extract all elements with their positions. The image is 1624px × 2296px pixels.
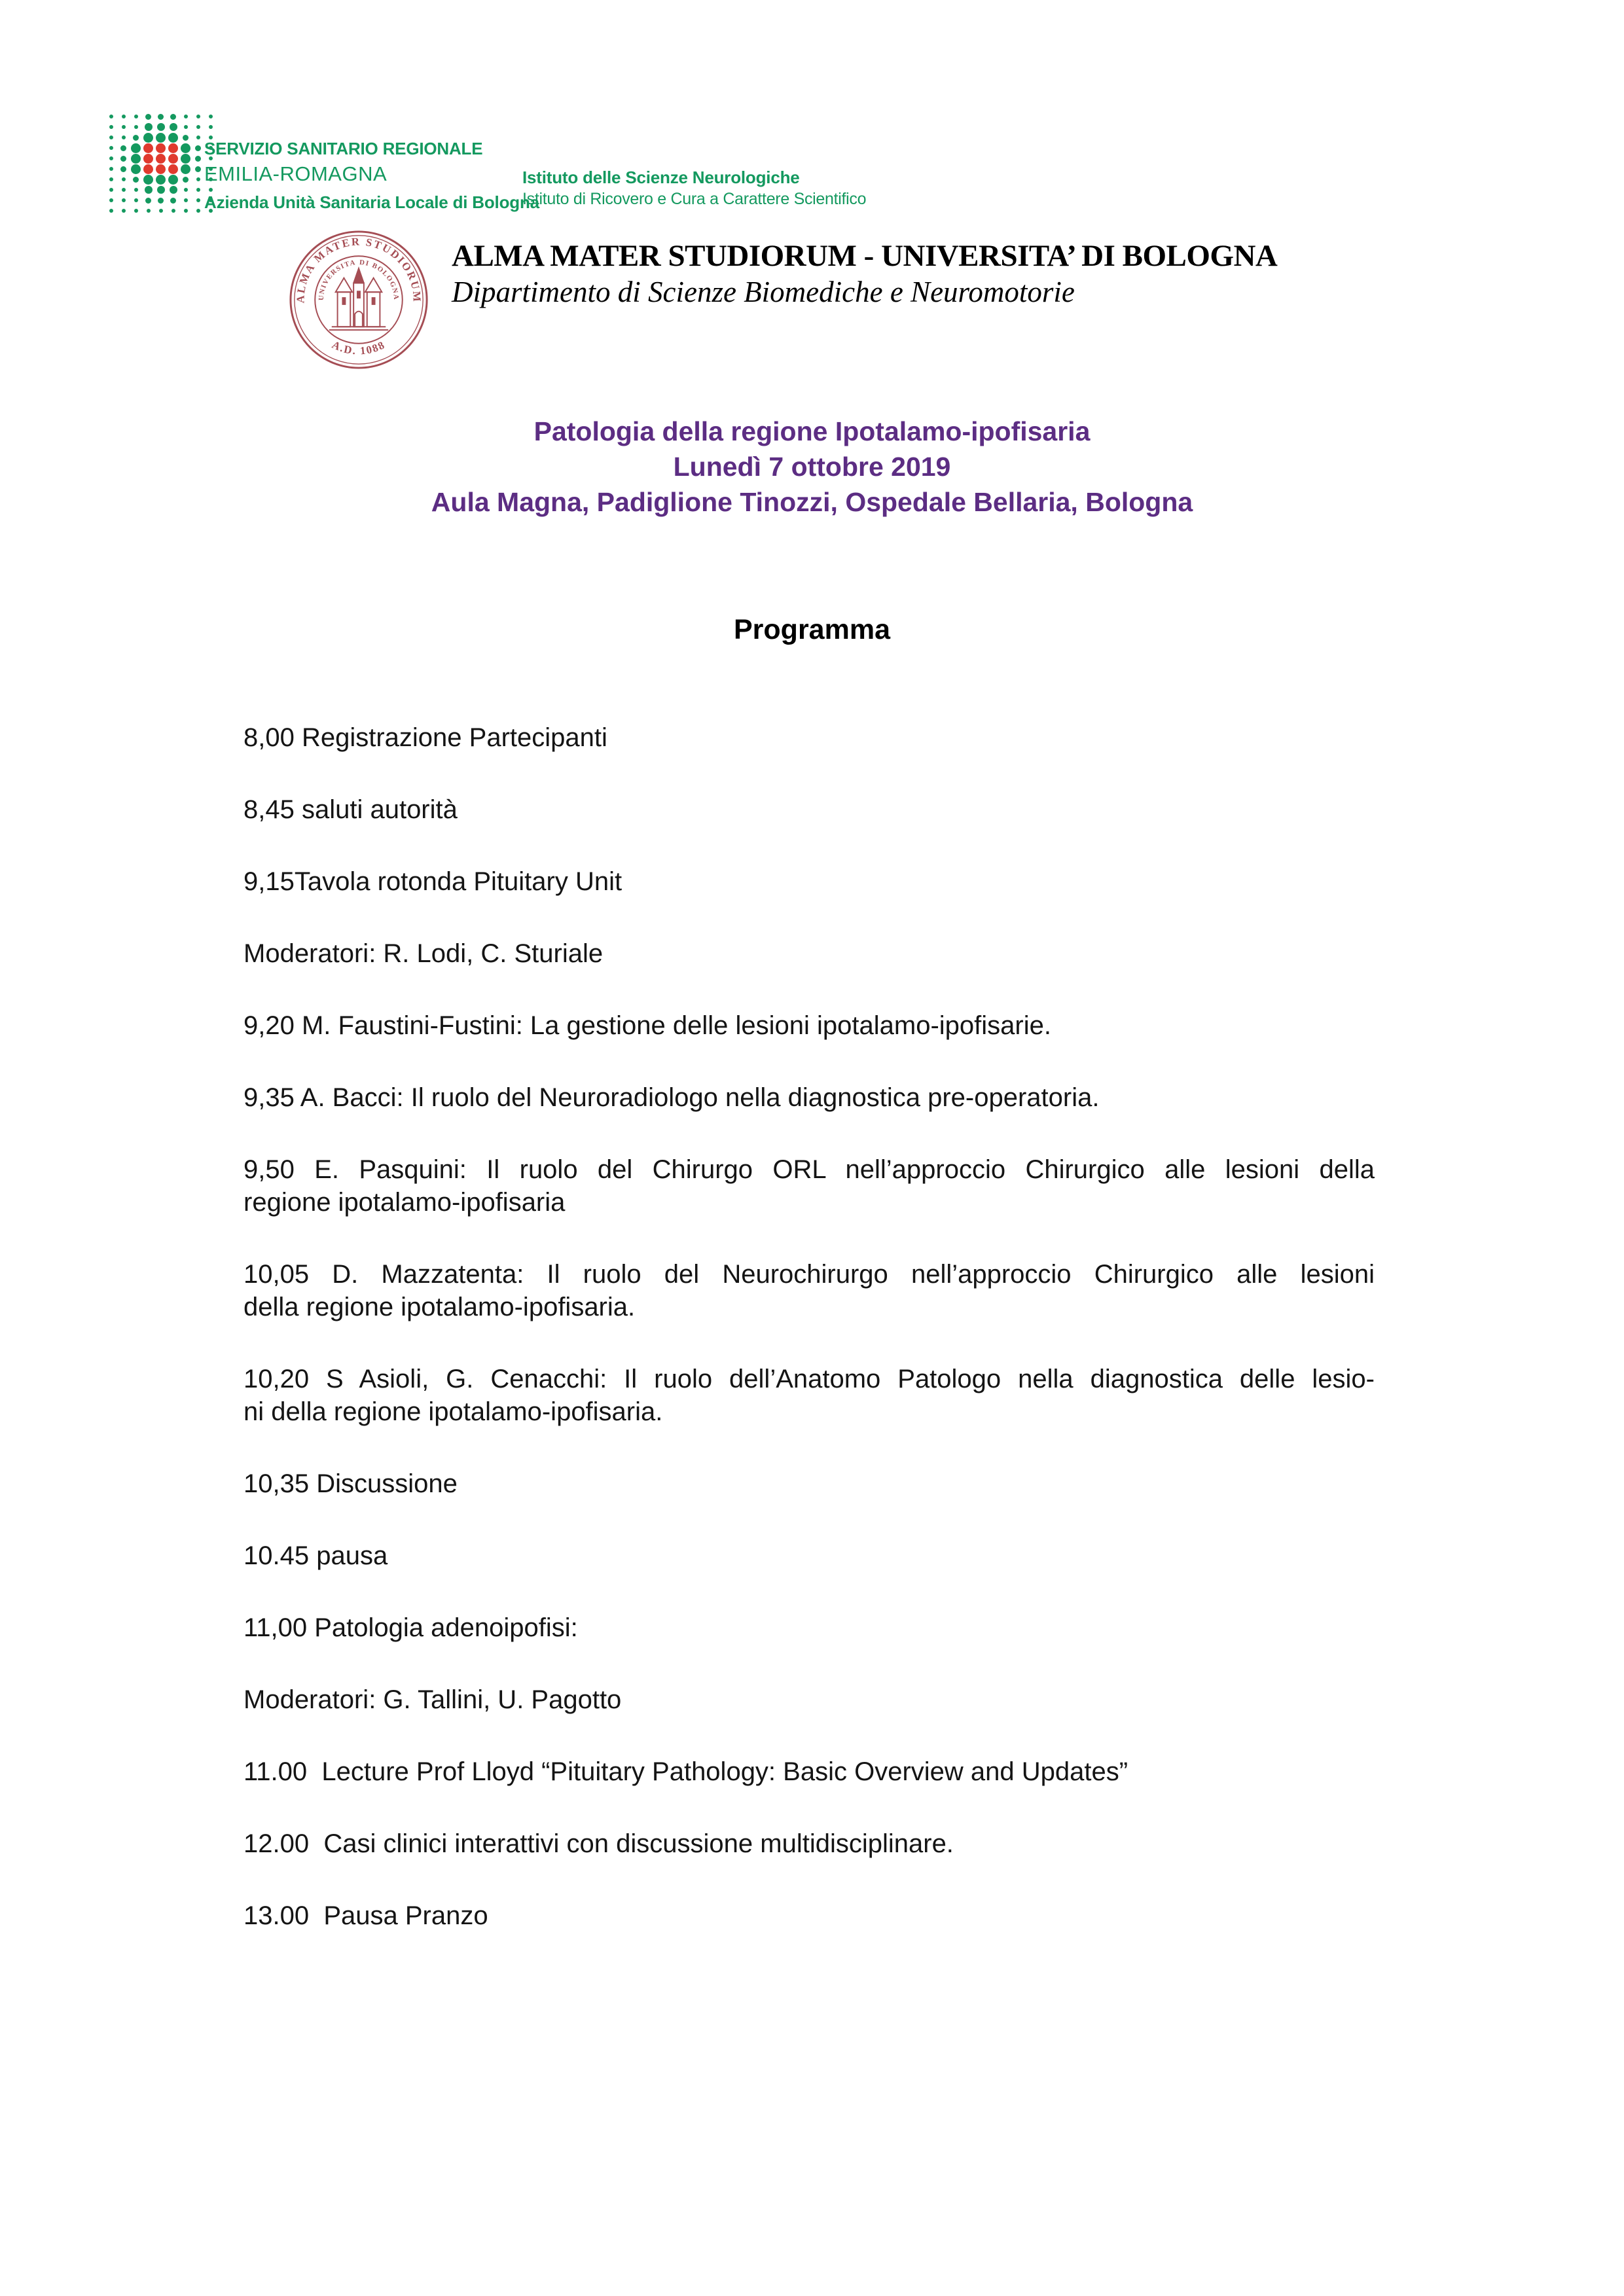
ssr-logo-dot [142,132,154,143]
program-item-line: 11.00 Lecture Prof Lloyd “Pituitary Pathology: Basic Overview and Updates” [244,1757,1128,1786]
ssr-logo-dot [130,195,142,206]
program-item-line: 9,15Tavola rotonda Pituitary Unit [244,867,623,896]
program-item [244,1153,1375,1219]
event-venue: Aula Magna, Padiglione Tinozzi, Ospedale Bellaria, Bologna [431,487,1193,517]
ssr-logo-dot [179,111,192,122]
program-item [244,1899,1375,1932]
ssr-logo-dot [154,143,167,153]
program-item-line: della regione ipotalamo-ipofisaria. [244,1293,636,1321]
ssr-logo-dot [154,164,167,174]
ssr-logo-dot [130,111,142,122]
ssr-logo-dot [105,122,117,132]
program-item-line: 9,20 M. Faustini-Fustini: La gestione delle lesioni ipotalamo-ipofisarie. [244,1011,1051,1040]
seal-cathedral-art [329,266,388,330]
ssr-logo-dot [192,132,204,143]
ssr-dot-matrix-logo [105,111,217,216]
program-item-line: Moderatori: R. Lodi, C. Sturiale [244,939,604,968]
ssr-region-name: EMILIA-ROMAGNA [204,162,388,185]
ssr-logo-dot [204,111,217,122]
ssr-logo-dot [117,174,130,185]
ssr-logo-dot [192,143,204,153]
ssr-logo-dot [142,174,154,185]
event-date: Lunedì 7 ottobre 2019 [673,452,951,482]
program-item-line: Moderatori: G. Tallini, U. Pagotto [244,1685,622,1714]
ssr-logo-dot [179,206,192,216]
ssr-logo-dot [142,122,154,132]
ssr-logo-dot [167,132,179,143]
institute-subtitle: Istituto di Ricovero e Cura a Carattere Scientifico [522,190,867,208]
ssr-logo-dot [192,122,204,132]
ssr-logo-dot [142,206,154,216]
ssr-logo-dot [167,185,179,195]
program-item-line: regione ipotalamo-ipofisaria [244,1188,566,1217]
ssr-logo-dot [167,111,179,122]
program-item [244,865,1375,898]
event-title-block [0,414,1624,520]
ssr-logo-dot [117,132,130,143]
seal-inner-right-text: DI BOLOGNA [359,258,401,301]
ssr-logo-dot [204,122,217,132]
ssr-logo-dot [192,111,204,122]
program-item-line: 10.45 pausa [244,1541,388,1570]
program-item [244,1258,1375,1323]
ssr-logo-dot [179,174,192,185]
ssr-logo-dot [117,164,130,174]
program-item [244,721,1375,754]
ssr-logo-dot [142,153,154,164]
ssr-logo-dot [105,132,117,143]
ssr-logo-dot [179,143,192,153]
ssr-logo-dot [192,195,204,206]
ssr-logo-dot [154,153,167,164]
institute-name: Istituto delle Scienze Neurologiche [522,168,800,187]
ssr-logo-dot [179,132,192,143]
ssr-logo-dot [142,164,154,174]
program-item [244,1611,1375,1644]
ssr-logo-dot [167,174,179,185]
ssr-logo-dot [179,195,192,206]
department-name: Dipartimento di Scienze Biomediche e Neuromotorie [452,276,1075,308]
ssr-logo-dot [105,206,117,216]
program-item [244,793,1375,826]
program-item-line: 8,00 Registrazione Partecipanti [244,723,607,752]
ssr-azienda-name: Azienda Unità Sanitaria Locale di Bologna [204,192,539,212]
ssr-logo-dot [154,122,167,132]
program-item-line: 9,35 A. Bacci: Il ruolo del Neuroradiologo nella diagnostica pre-operatoria. [244,1083,1100,1112]
ssr-logo-dot [130,143,142,153]
ssr-logo-dot [179,164,192,174]
ssr-logo-dot [105,153,117,164]
ssr-logo-dot [154,206,167,216]
ssr-logo-dot [117,206,130,216]
ssr-logo-dot [130,174,142,185]
ssr-logo-dot [167,206,179,216]
ssr-service-name: SERVIZIO SANITARIO REGIONALE [204,139,483,158]
program-heading: Programma [734,614,890,645]
ssr-logo-dot [154,185,167,195]
program-item [244,1827,1375,1860]
ssr-logo-dot [117,153,130,164]
ssr-logo-dot [105,164,117,174]
ssr-logo-dot [192,174,204,185]
ssr-logo-dot [179,122,192,132]
ssr-logo-dot [154,195,167,206]
seal-bottom-text: A.D. 1088 [330,338,388,357]
ssr-logo-dot [154,111,167,122]
ssr-logo-dot [117,195,130,206]
program-item [244,1539,1375,1572]
ssr-logo-dot [130,132,142,143]
program-item-line: 10,35 Discussione [244,1469,458,1498]
program-item [244,1363,1375,1428]
ssr-logo-dot [117,122,130,132]
program-item [244,1467,1375,1500]
program-item [244,937,1375,970]
program-item [244,1755,1375,1788]
ssr-logo-dot [117,111,130,122]
ssr-logo-dot [130,122,142,132]
program-item-line: 12.00 Casi clinici interattivi con discussione multidisciplinare. [244,1829,954,1858]
ssr-logo-dot [105,174,117,185]
ssr-logo-dot [117,143,130,153]
ssr-logo-dot [154,174,167,185]
program-item-line: 10,20 S Asioli, G. Cenacchi: Il ruolo dell’Anatomo Patologo nella diagnostica delle lesio- [244,1365,1375,1393]
ssr-logo-dot [130,206,142,216]
program-list [244,721,1375,1971]
ssr-logo-dot [167,122,179,132]
ssr-logo-dot [130,153,142,164]
ssr-logo-dot [192,206,204,216]
ssr-logo-dot [154,132,167,143]
program-item-line: 11,00 Patologia adenoipofisi: [244,1613,578,1642]
ssr-logo-dot [192,153,204,164]
program-item-line: 9,50 E. Pasquini: Il ruolo del Chirurgo ORL nell’approccio Chirurgico alle lesioni della [244,1155,1375,1184]
seal-top-text: ALMA MATER STUDIORUM [294,235,424,304]
ssr-logo-dot [117,185,130,195]
ssr-logo-dot [142,195,154,206]
svg-text:A.D. 1088 [330,338,388,357]
event-title: Patologia della regione Ipotalamo-ipofisaria [533,416,1091,446]
ssr-logo-dot [105,143,117,153]
program-item [244,1009,1375,1042]
university-title: ALMA MATER STUDIORUM - UNIVERSITA’ DI BOLOGNA [452,239,1278,273]
program-item [244,1081,1375,1114]
ssr-logo-dot [130,185,142,195]
ssr-logo-dot [167,164,179,174]
ssr-logo-dot [142,111,154,122]
ssr-logo-dot [167,143,179,153]
unibo-seal-icon [288,229,429,370]
program-item-line: 13.00 Pausa Pranzo [244,1901,488,1930]
seal-inner-left-text: UNIVERSITA [317,259,357,301]
ssr-logo-dot [167,153,179,164]
program-item-line: 10,05 D. Mazzatenta: Il ruolo del Neurochirurgo nell’approccio Chirurgico alle lesioni [244,1260,1375,1289]
ssr-logo-dot [105,111,117,122]
ssr-logo-dot [130,164,142,174]
program-item-line: 8,45 saluti autorità [244,795,458,824]
ssr-logo-dot [192,164,204,174]
ssr-logo-dot [179,153,192,164]
ssr-logo-dot [105,185,117,195]
ssr-logo-dot [105,195,117,206]
program-item-line: ni della regione ipotalamo-ipofisaria. [244,1397,663,1426]
program-item [244,1683,1375,1716]
ssr-logo-dot [179,185,192,195]
ssr-logo-dot [167,195,179,206]
ssr-logo-dot [142,185,154,195]
ssr-logo-dot [192,185,204,195]
ssr-logo-dot [142,143,154,153]
